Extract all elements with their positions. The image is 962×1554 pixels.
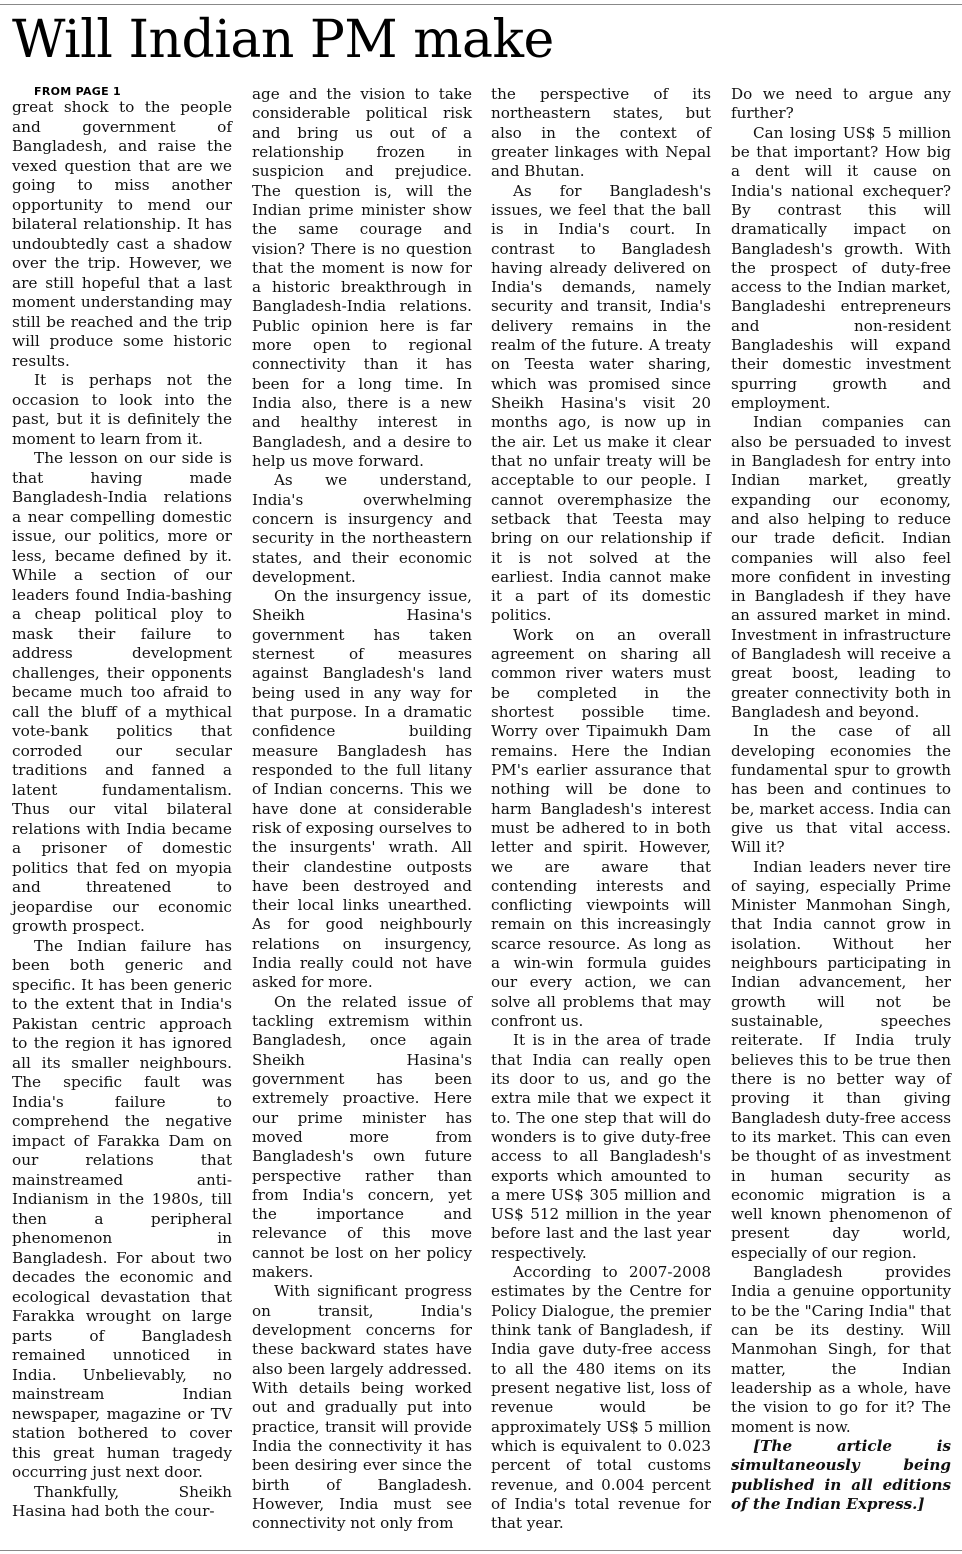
paragraph: age and the vision to take considerable political risk and bring us out of a relationship frozen in suspicion and prejudice. The question is, will the Indian prime minister show the same courage and vision? There is no question that the moment is now for a historic breakthrough in Bangladesh-India relations. Public opinion here is far more open to regional connectivity than it has been for a long time. In India also, there is a new and healthy interest in Bangladesh, and a desire to help us move forward.: [252, 85, 472, 470]
paragraph: It is in the area of trade that India can really open its door to us, and go the extra mile that we expect it to. The one step that will do wonders is to give duty-free access to all Bangladesh's exports which amounted to a mere US$ 305 million and US$ 512 million in the year before last and the last year respectively.: [491, 1031, 711, 1262]
paragraph: great shock to the people and government of Bangladesh, and raise the vexed question that are we going to miss another opportunity to mend our bilateral relationship. It has undoubtedly cast a shadow over the trip. However, we are still hopeful that a last moment understanding may still be reached and the trip will produce some historic results.: [12, 98, 232, 370]
paragraph: Can losing US$ 5 million be that important? How big a dent will it cause on India's national exchequer? By contrast this will dramatically impact on Bangladesh's growth. With the prospect of duty-free access to the Indian market, Bangladeshi entrepreneurs and non-resident Bangladeshis will expand their domestic investment spurring growth and employment.: [731, 123, 951, 412]
column-4: [731, 85, 951, 1514]
paragraph: As we understand, India's overwhelming concern is insurgency and security in the northeastern states, and their economic development.: [252, 471, 472, 586]
paragraph: The Indian failure has been both generic and specific. It has been generic to the extent that in India's Pakistan centric approach to the region it has ignored all its smaller neighbours. The specific fault was India's failure to comprehend the negative impact of Farakka Dam on our relations that mainstreamed anti-Indianism in the 1980s, till then a peripheral phenomenon in Bangladesh. For about two decades the economic and ecological devastation that Farakka wrought on large parts of Bangladesh remained unnoticed in India. Unbelievably, no mainstream Indian newspaper, magazine or TV station bothered to cover this great human tragedy occurring just next door.: [12, 936, 232, 1481]
paragraph: As for Bangladesh's issues, we feel that the ball is in India's court. In contrast to Bangladesh having already delivered on India's demands, namely security and transit, India's delivery remains in the realm of the future. A treaty on Teesta water sharing, which was promised since Sheikh Hasina's visit 20 months ago, is now up in the air. Let us make it clear that no unfair treaty will be acceptable to our people. I cannot overemphasize the setback that Teesta may bring on our relationship if it is not solved at the earliest. India cannot make it a part of its domestic politics.: [491, 181, 711, 625]
top-rule: [0, 4, 962, 5]
paragraph: Do we need to argue any further?: [731, 85, 951, 123]
paragraph: Bangladesh provides India a genuine opportunity to be the "Caring India" that can be its destiny. Will Manmohan Singh, for that matter, the Indian leadership as a whole, have the vision to go for it? The moment is now.: [731, 1263, 951, 1436]
paragraph: According to 2007-2008 estimates by the Centre for Policy Dialogue, the premier think tank of Bangladesh, if India gave duty-free access to all the 480 items on its present negative list, loss of revenue would be approximately US$ 5 million which is equivalent to 0.023 percent of total customs revenue, and 0.004 percent of India's total revenue for that year.: [491, 1263, 711, 1533]
headline: Will Indian PM make: [12, 10, 554, 70]
column-3: [491, 85, 711, 1533]
paragraph: Work on an overall agreement on sharing all common river waters must be completed in the shortest possible time. Worry over Tipaimukh Dam remains. Here the Indian PM's earlier assurance that nothing will be done to harm Bangladesh's interest must be adhered to in both letter and spirit. However, we are aware that contending interests and conflicting viewpoints will remain on this increasingly scarce resource. As long as a win-win formula guides our every action, we can solve all problems that may confront us.: [491, 625, 711, 1030]
paragraph: In the case of all developing economies the fundamental spur to growth has been and continues to be, market access. India can give us that vital access. Will it?: [731, 722, 951, 857]
paragraph: Indian companies can also be persuaded to invest in Bangladesh for entry into Indian market, greatly expanding our economy, and also helping to reduce our trade deficit. Indian companies will also feel more confident in investing in Bangladesh if they have an assured market in mind. Investment in infrastructure of Bangladesh will receive a great boost, leading to greater connectivity both in Bangladesh and beyond.: [731, 413, 951, 721]
paragraph: Thankfully, Sheikh Hasina had both the cour-: [12, 1482, 232, 1520]
paragraph: the perspective of its northeastern states, but also in the context of greater linkages with Nepal and Bhutan.: [491, 85, 711, 181]
paragraph: Indian leaders never tire of saying, especially Prime Minister Manmohan Singh, that India cannot grow in isolation. Without her neighbours participating in Indian advancement, her growth will not be sustainable, speeches reiterate. If India truly believes this to be true then there is no better way of proving it than giving Bangladesh duty-free access to its market. This can even be thought of as investment in human security as economic migration is a well known phenomenon of present day world, especially of our region.: [731, 857, 951, 1262]
paragraph: On the insurgency issue, Sheikh Hasina's government has taken sternest of measures against Bangladesh's land being used in any way for that purpose. In a dramatic confidence building measure Bangladesh has responded to the full litany of Indian concerns. This we have done at considerable risk of exposing ourselves to the insurgents' wrath. All their clandestine outposts have been destroyed and their local links unearthed. As for good neighbourly relations on insurgency, India really could not have asked for more.: [252, 587, 472, 992]
column-1: [12, 85, 232, 1522]
kicker-from-page-1: FROM PAGE 1: [34, 85, 122, 98]
paragraph: The lesson on our side is that having made Bangladesh-India relations a near compelling domestic issue, our politics, more or less, became defined by it. While a section of our leaders found India-bashing a cheap political ploy to mask their failure to address development challenges, their opponents became much too afraid to call the bluff of a mythical vote-bank politics that corroded our secular traditions and fanned a latent fundamentalism. Thus our vital bilateral relations with India became a prisoner of domestic politics that fed on myopia and threatened to jeopardise our economic growth prospect.: [12, 449, 232, 935]
bottom-rule: [0, 1550, 962, 1551]
column-2: [252, 85, 472, 1533]
paragraph: On the related issue of tackling extremism within Bangladesh, once again Sheikh Hasina's government has been extremely proactive. Here our prime minister has moved more from Bangladesh's own future perspective rather than from India's concern, yet the importance and relevance of this move cannot be lost on her policy makers.: [252, 992, 472, 1282]
paragraph: It is perhaps not the occasion to look into the past, but it is definitely the moment to learn from it.: [12, 371, 232, 448]
end-note: [The article is simultaneously being published in all editions of the Indian Express.]: [731, 1436, 951, 1513]
paragraph: With significant progress on transit, India's development concerns for these backward states have also been largely addressed. With details being worked out and gradually put into practice, transit will provide India the connectivity it has been desiring ever since the birth of Bangladesh. However, India must see connectivity not only from: [252, 1282, 472, 1533]
